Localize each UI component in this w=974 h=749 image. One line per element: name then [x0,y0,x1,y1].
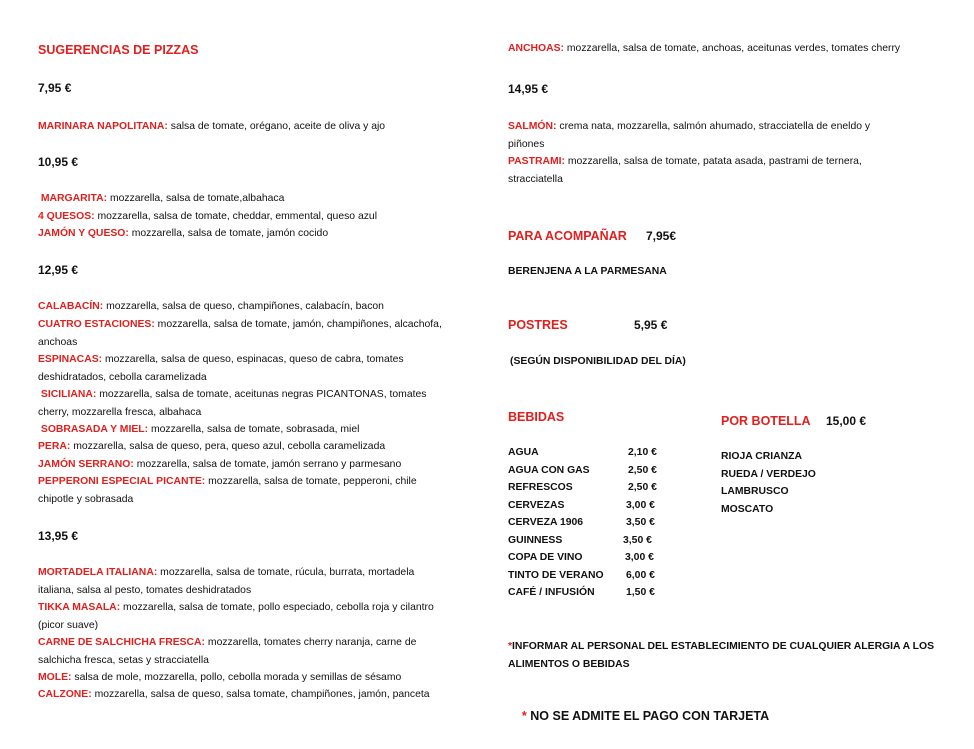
card-notice-text: NO SE ADMITE EL PAGO CON TARJETA [526,709,770,723]
pizza-item-anchoas [508,40,948,58]
pizza-item-pastrami [508,153,908,188]
item-desc: mozzarella, salsa de tomate, jamón cocido [128,228,329,239]
item-name: 4 QUESOS: [38,211,95,222]
item-desc: crema nata, mozzarella, salmón ahumado, stracciatella de eneldo y piñones [508,121,871,150]
card-payment-notice [508,695,769,737]
drink-name: CERVEZAS [508,499,565,511]
pizza-item [38,669,443,687]
item-name: SOBRASADA Y MIEL: [38,424,149,435]
postres-price: 5,95 € [634,318,668,332]
drink-price: 1,50 € [626,587,655,598]
drink-name: AGUA [508,447,539,458]
botella-price: 15,00 € [826,414,867,428]
wine-item: LAMBRUSCO [721,486,789,498]
item-desc: mozzarella, salsa de tomate, anchoas, aceitunas verdes, tomates cherry [564,43,901,54]
section-title-por-botella: POR BOTELLA [721,414,811,428]
drink-name: TINTO DE VERANO [508,569,604,581]
pizza-item [38,599,443,634]
item-desc: mozzarella, salsa de tomate, jamón serrano y parmesano [133,459,402,470]
drink-price: 2,10 € [628,447,657,458]
drink-name: CAFÉ / INFUSIÓN [508,587,595,598]
drink-name: COPA DE VINO [508,552,583,563]
item-desc: salsa de tomate, orégano, aceite de oliva y ajo [167,121,386,132]
drink-name: AGUA CON GAS [508,464,590,476]
acompanar-price: 7,95€ [646,229,677,243]
item-desc: mozzarella, salsa de tomate, pollo especiado, cebolla roja y cilantro (picor suave) [38,602,434,631]
item-name: ESPINACAS: [38,354,103,365]
asterisk: * [521,709,527,723]
pizza-item [38,634,443,669]
item-name: JAMÓN Y QUESO: [38,228,129,239]
drink-price: 3,00 € [626,499,655,511]
drink-price: 3,00 € [625,552,654,563]
pizza-item [38,190,443,208]
item-name: TIKKA MASALA: [38,602,121,613]
pizza-item [38,351,443,386]
wine-item: RUEDA / VERDEJO [721,468,816,480]
section-title-postres: POSTRES [508,318,568,332]
pizza-item [38,118,443,136]
item-name: MARINARA NAPOLITANA: [38,121,168,132]
item-desc: mozzarella, salsa de tomate, cheddar, emmental, queso azul [94,211,378,222]
item-name: MARGARITA: [38,193,108,204]
acompanar-item: BERENJENA A LA PARMESANA [508,266,667,277]
item-desc: mozzarella, salsa de tomate, aceitunas negras PICANTONAS, tomates cherry, mozzarella fresca, albahaca [38,389,427,418]
item-name: PASTRAMI: [508,156,565,167]
drink-price: 2,50 € [628,464,657,476]
drink-price: 6,00 € [626,569,655,581]
pizza-item [38,564,443,599]
pizza-item [38,386,443,421]
pizza-item-salmon [508,118,908,153]
pizza-item [38,473,443,508]
pizza-item [38,208,443,226]
pizza-item [38,298,443,316]
drink-price: 2,50 € [628,482,657,493]
allergy-notice [508,638,948,673]
price-heading: 13,95 € [38,529,79,543]
section-title-bebidas: BEBIDAS [508,410,565,424]
item-desc: mozzarella, salsa de tomate, jamón, champiñones, alcachofa, anchoas [38,319,442,348]
item-name: PEPPERONI ESPECIAL PICANTE: [38,476,206,487]
wine-item: RIOJA CRIANZA [721,451,803,462]
pizza-item [38,686,443,704]
item-desc: mozzarella, salsa de tomate, patata asada, pastrami de ternera, stracciatella [508,156,862,185]
item-name: CALZONE: [38,689,92,700]
pizza-item [38,225,443,243]
section-title-acompanar: PARA ACOMPAÑAR [508,229,627,243]
item-desc: salsa de mole, mozzarella, pollo, cebolla morada y semillas de sésamo [71,672,402,683]
pizza-item [38,316,443,351]
section-title-pizzas: SUGERENCIAS DE PIZZAS [38,43,199,57]
item-desc: mozzarella, salsa de queso, pera, queso azul, cebolla caramelizada [70,441,386,452]
item-desc: mozzarella, salsa de tomate,albahaca [107,193,285,204]
item-name: JAMÓN SERRANO: [38,459,134,470]
pizza-item [38,456,443,474]
wine-item: MOSCATO [721,504,774,516]
drink-price: 3,50 € [623,534,652,546]
price-heading: 14,95 € [508,82,549,96]
pizza-item [38,438,443,456]
postres-note: (SEGÚN DISPONIBILIDAD DEL DÍA) [510,356,686,367]
price-heading: 10,95 € [38,155,79,169]
item-desc: mozzarella, salsa de tomate, sobrasada, miel [148,424,360,435]
item-desc: mozzarella, salsa de queso, salsa tomate, champiñones, jamón, panceta [91,689,430,700]
item-name: CALABACÍN: [38,301,104,312]
drink-name: CERVEZA 1906 [508,517,584,528]
item-name: CUATRO ESTACIONES: [38,319,155,330]
item-name: CARNE DE SALCHICHA FRESCA: [38,637,206,648]
item-name: SALMÓN: [508,121,557,132]
pizza-item [38,421,443,439]
drink-price: 3,50 € [626,517,655,528]
item-name: SICILIANA: [38,389,97,400]
item-name: PERA: [38,441,71,452]
item-desc: mozzarella, tomates cherry naranja, carne de salchicha fresca, setas y stracciatella [38,637,417,666]
item-desc: mozzarella, salsa de queso, espinacas, queso de cabra, tomates deshidratados, cebolla caramelizada [38,354,404,383]
item-desc: mozzarella, salsa de queso, champiñones, calabacín, bacon [103,301,384,312]
item-desc: mozzarella, salsa de tomate, pepperoni, chile chipotle y sobrasada [38,476,417,505]
item-desc: mozzarella, salsa de tomate, rúcula, burrata, mortadela italiana, salsa al pesto, tomates deshidratados [38,567,415,596]
drink-name: GUINNESS [508,534,563,546]
asterisk: * [508,641,513,652]
allergy-text: INFORMAR AL PERSONAL DEL ESTABLECIMIENTO DE CUALQUIER ALERGIA A LOS ALIMENTOS O BEBIDAS [508,641,935,670]
price-heading: 12,95 € [38,263,79,277]
item-name: MORTADELA ITALIANA: [38,567,158,578]
drink-name: REFRESCOS [508,482,573,493]
price-heading: 7,95 € [38,81,72,95]
item-name: ANCHOAS: [508,43,564,54]
item-name: MOLE: [38,672,72,683]
